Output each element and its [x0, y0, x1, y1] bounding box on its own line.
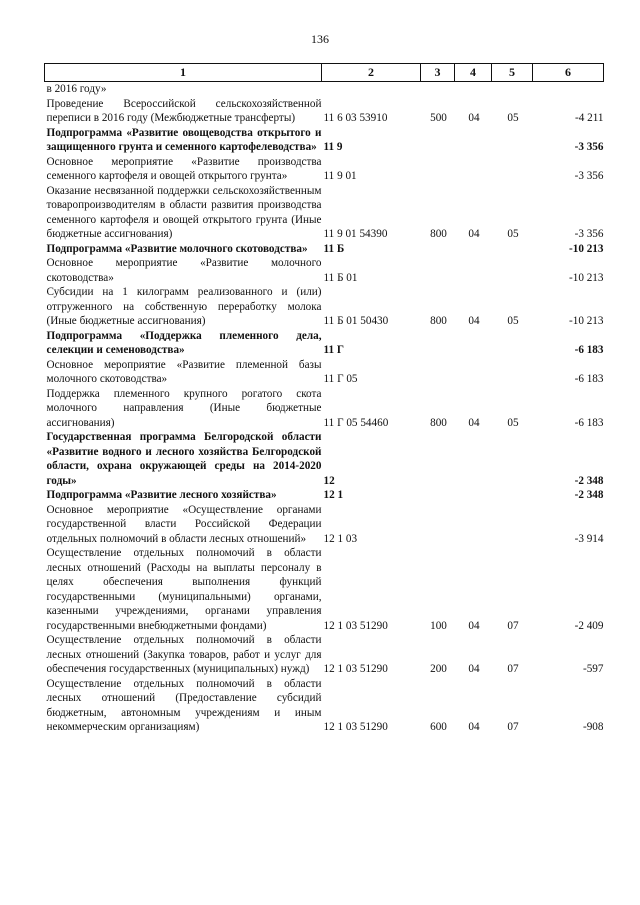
row-name: Основное мероприятие «Осуществление органами государственной власти Российской Федерации отдельных полномочий в области лесных отношений»	[46, 503, 322, 545]
row-name: Основное мероприятие «Развитие молочного скотоводства»	[46, 257, 322, 284]
table-row	[45, 184, 604, 242]
row-amount: -908	[582, 721, 604, 733]
row-col5	[492, 358, 533, 387]
row-name: Поддержка племенного крупного рогатого скота молочного направления (Иные бюджетные ассигнования)	[46, 387, 322, 429]
page-number: 136	[311, 32, 329, 46]
row-name: Оказание несвязанной поддержки сельскохозяйственным товаропроизводителям в области развития производства семенного картофеля и овощей открытого грунта (Иные бюджетные ассигнования)	[46, 184, 322, 240]
table-row	[45, 430, 604, 488]
row-amount	[533, 82, 604, 97]
row-name: Осуществление отдельных полномочий в области лесных отношений (Расходы на выплаты персоналу в целях обеспечения выполнения функций государственными (муниципальными) органами, казенными учреждениями, органами управления государственными внебюджетными фондами)	[46, 547, 322, 632]
row-col3: 800	[430, 228, 447, 240]
row-amount: -4 211	[575, 112, 604, 124]
row-col3: 800	[430, 416, 447, 429]
row-code: 12 1	[323, 489, 344, 501]
row-name: Основное мероприятие «Развитие племенной базы молочного скотоводства»	[46, 358, 322, 385]
row-col3	[421, 82, 455, 97]
row-code: 11 Г 05 54460	[323, 416, 389, 429]
row-code: 11 Б 01 50430	[323, 315, 389, 327]
row-col4: 04	[468, 416, 480, 429]
row-amount: -3 356	[574, 170, 604, 182]
table-row	[45, 546, 604, 633]
row-amount: -6 183	[574, 416, 604, 429]
row-col4	[455, 329, 492, 358]
row-col4	[455, 358, 492, 387]
row-col3	[421, 256, 455, 285]
row-col3: 200	[430, 663, 447, 675]
table-body	[45, 82, 604, 735]
row-amount: -3 356	[574, 141, 604, 153]
row-col3	[421, 155, 455, 184]
row-col5	[492, 503, 533, 547]
row-amount: -2 409	[574, 619, 604, 632]
row-col4: 04	[468, 315, 480, 327]
row-col3	[421, 329, 455, 358]
row-code: 12 1 03 51290	[323, 619, 388, 632]
header-row	[45, 64, 604, 82]
row-col4	[455, 256, 492, 285]
row-name: Подпрограмма «Поддержка племенного дела, селекции и семеноводства»	[46, 329, 322, 356]
row-col4	[455, 503, 492, 547]
row-code	[322, 82, 421, 97]
row-code: 11 Б 01	[323, 271, 358, 284]
row-col3	[421, 430, 455, 488]
column-header-5: 5	[492, 64, 533, 82]
table-row	[45, 677, 604, 735]
row-col4	[455, 82, 492, 97]
table-row	[45, 82, 604, 97]
row-col5	[492, 329, 533, 358]
budget-table	[44, 63, 604, 735]
table-row	[45, 126, 604, 155]
table-row	[45, 358, 604, 387]
row-col3	[421, 488, 455, 503]
row-code: 12 1 03 51290	[323, 721, 388, 733]
table-row	[45, 285, 604, 329]
row-col5	[492, 155, 533, 184]
row-amount: -10 213	[569, 242, 604, 255]
row-col5	[492, 430, 533, 488]
row-col5: 05	[507, 315, 519, 327]
table-row	[45, 256, 604, 285]
row-code: 11 Г	[323, 344, 344, 356]
column-header-4: 4	[455, 64, 492, 82]
row-amount: -3 356	[574, 228, 604, 240]
row-col3	[421, 242, 455, 257]
table-row	[45, 329, 604, 358]
column-header-3: 3	[421, 64, 455, 82]
row-col4: 04	[468, 663, 480, 675]
row-col4: 04	[468, 619, 480, 632]
row-col4	[455, 155, 492, 184]
row-col4: 04	[468, 721, 480, 733]
column-header-6: 6	[533, 64, 604, 82]
row-code: 11 9 01	[323, 170, 357, 182]
table-header	[45, 64, 604, 82]
table-row	[45, 503, 604, 547]
row-code: 11 Г 05	[323, 373, 358, 385]
table-row	[45, 155, 604, 184]
row-amount: -2 348	[574, 489, 604, 501]
row-name: Подпрограмма «Развитие овощеводства открытого и защищенного грунта и семенного картофелеводства»	[46, 126, 322, 153]
row-col5: 07	[507, 663, 519, 675]
row-name: в 2016 году»	[46, 83, 107, 95]
table-row	[45, 387, 604, 431]
row-col5: 07	[507, 721, 519, 733]
row-name: Проведение Всероссийской сельскохозяйственной переписи в 2016 году (Межбюджетные трансферты)	[46, 97, 322, 124]
row-name: Государственная программа Белгородской области «Развитие водного и лесного хозяйства Белгородской области, охрана окружающей среды на 2014-2020 годы»	[46, 431, 322, 487]
row-col4: 04	[468, 228, 480, 240]
row-col5	[492, 256, 533, 285]
row-amount: -10 213	[569, 315, 604, 327]
row-col3	[421, 126, 455, 155]
row-name: Субсидии на 1 килограмм реализованного и (или) отгруженного на собственную переработку молока (Иные бюджетные ассигнования)	[46, 286, 322, 327]
row-name: Осуществление отдельных полномочий в области лесных отношений (Предоставление субсидий бюджетным, автономным учреждениям и иным некоммерческим организациям)	[46, 677, 322, 733]
table-row	[45, 633, 604, 677]
table-row	[45, 97, 604, 126]
row-col4	[455, 242, 492, 257]
row-name: Основное мероприятие «Развитие производства семенного картофеля и овощей открытого грунта»	[46, 155, 322, 182]
table-row	[45, 242, 604, 257]
row-col4: 04	[468, 112, 480, 124]
row-name: Подпрограмма «Развитие лесного хозяйства»	[46, 489, 277, 501]
row-col4	[455, 488, 492, 503]
row-col5: 05	[507, 416, 519, 429]
row-amount: -597	[582, 663, 604, 675]
row-code: 11 9	[323, 141, 343, 153]
row-col4	[455, 430, 492, 488]
row-code: 12	[323, 474, 335, 487]
row-col4	[455, 126, 492, 155]
row-col5	[492, 488, 533, 503]
row-code: 12 1 03	[323, 532, 358, 545]
row-col3: 100	[430, 619, 447, 632]
row-col3: 600	[430, 721, 447, 733]
row-col5	[492, 82, 533, 97]
row-name: Осуществление отдельных полномочий в области лесных отношений (Закупка товаров, работ и услуг для обеспечения государственных (муниципальных) нужд)	[46, 634, 322, 675]
row-col3	[421, 358, 455, 387]
row-name: Подпрограмма «Развитие молочного скотоводства»	[46, 242, 308, 255]
row-col3: 500	[430, 112, 447, 124]
row-col5	[492, 126, 533, 155]
column-header-1: 1	[45, 64, 322, 82]
row-code: 11 9 01 54390	[323, 228, 388, 240]
row-code: 11 Б	[323, 242, 345, 255]
column-header-2: 2	[322, 64, 421, 82]
row-amount: -6 183	[574, 373, 604, 385]
row-amount: -3 914	[574, 532, 604, 545]
row-col5	[492, 242, 533, 257]
row-code: 11 6 03 53910	[323, 112, 388, 124]
row-col5: 07	[507, 619, 519, 632]
row-amount: -2 348	[574, 474, 604, 487]
row-col3	[421, 503, 455, 547]
row-amount: -10 213	[569, 271, 604, 284]
row-amount: -6 183	[574, 344, 604, 356]
row-code: 12 1 03 51290	[323, 663, 388, 675]
row-col5: 05	[507, 228, 519, 240]
table-row	[45, 488, 604, 503]
row-col3: 800	[430, 315, 447, 327]
row-col5: 05	[507, 112, 519, 124]
